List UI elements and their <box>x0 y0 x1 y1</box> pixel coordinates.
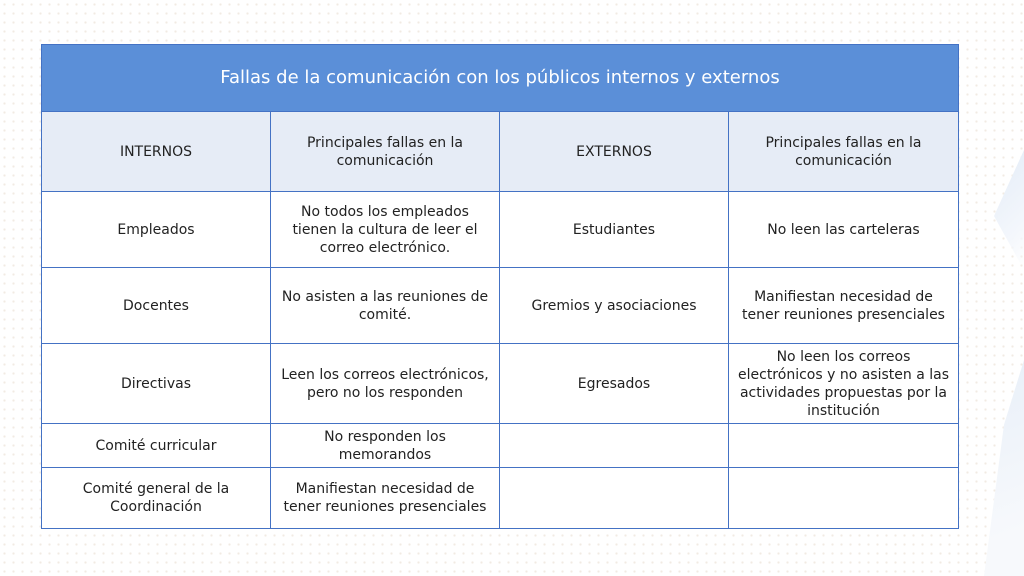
comparison-table <box>41 44 959 529</box>
cell-internal-public: Comité curricular <box>42 424 271 468</box>
cell-internal-failure: No responden los memorandos <box>271 424 500 468</box>
cell-internal-public: Empleados <box>42 192 271 268</box>
cell-external-failure: No leen los correos electrónicos y no asisten a las actividades propuestas por la institución <box>729 344 959 424</box>
table-row <box>42 192 959 268</box>
header-fallas-externos: Principales fallas en la comunicación <box>729 112 959 192</box>
decorative-shape <box>974 360 1024 576</box>
cell-external-failure <box>729 468 959 529</box>
decorative-shape <box>994 150 1024 270</box>
title-row <box>42 45 959 112</box>
cell-external-failure: Manifiestan necesidad de tener reuniones presenciales <box>729 268 959 344</box>
cell-internal-public: Docentes <box>42 268 271 344</box>
cell-external-public <box>500 424 729 468</box>
header-internos: INTERNOS <box>42 112 271 192</box>
table-row <box>42 268 959 344</box>
cell-external-public: Estudiantes <box>500 192 729 268</box>
cell-internal-failure: Manifiestan necesidad de tener reuniones presenciales <box>271 468 500 529</box>
header-externos: EXTERNOS <box>500 112 729 192</box>
cell-external-failure <box>729 424 959 468</box>
cell-external-public: Egresados <box>500 344 729 424</box>
cell-internal-failure: No todos los empleados tienen la cultura de leer el correo electrónico. <box>271 192 500 268</box>
cell-internal-public: Directivas <box>42 344 271 424</box>
table-row <box>42 344 959 424</box>
cell-external-public: Gremios y asociaciones <box>500 268 729 344</box>
cell-external-public <box>500 468 729 529</box>
table-title: Fallas de la comunicación con los públicos internos y externos <box>42 45 959 112</box>
table-row <box>42 424 959 468</box>
cell-internal-failure: No asisten a las reuniones de comité. <box>271 268 500 344</box>
table-row <box>42 468 959 529</box>
header-row <box>42 112 959 192</box>
cell-external-failure: No leen las carteleras <box>729 192 959 268</box>
header-fallas-internos: Principales fallas en la comunicación <box>271 112 500 192</box>
cell-internal-public: Comité general de la Coordinación <box>42 468 271 529</box>
cell-internal-failure: Leen los correos electrónicos, pero no los responden <box>271 344 500 424</box>
